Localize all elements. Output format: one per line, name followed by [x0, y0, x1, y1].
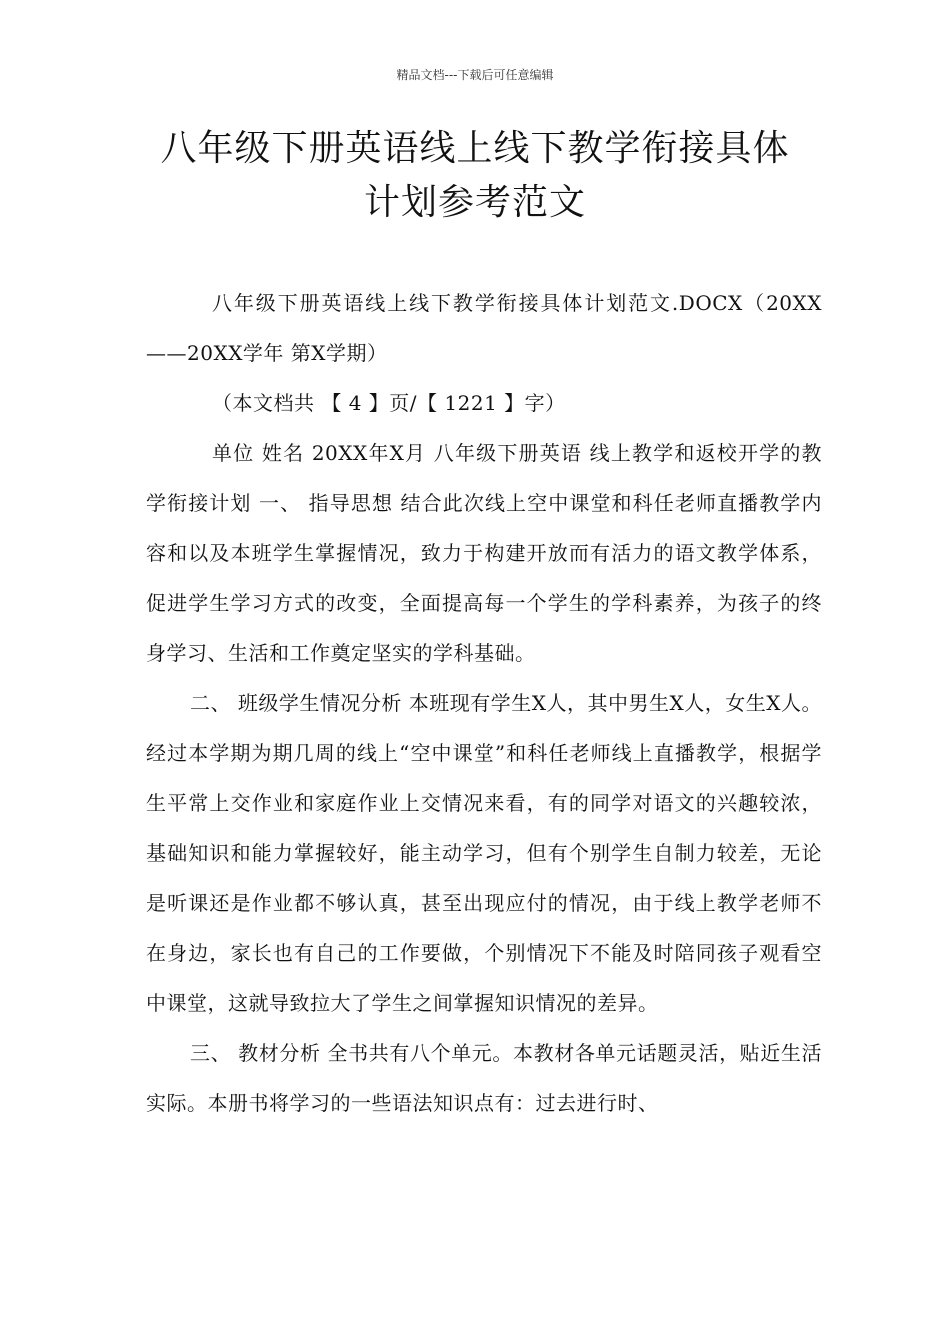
paragraph-page-count: （本文档共 【 4 】页/【 1221 】字） — [212, 391, 566, 415]
paragraph-guiding-ideology: 单位 姓名 20XX年X月 八年级下册英语 线上教学和返校开学的教学衔接计划 一、 指导思想 结合此次线上空中课堂和科任老师直播教学内容和以及本班学生掌握情况，致力于构建开放而有活力的语文教学体系，促进学生学习方式的改变，全面提高每一个学生的学科素养，为孩子的终身学习、生活和工作奠定坚实的学科基础。 — [146, 441, 822, 665]
title-line-2: 计划参考范文 — [363, 182, 586, 223]
paragraph-class-analysis: 二、 班级学生情况分析 本班现有学生X人，其中男生X人，女生X人。经过本学期为期几周的线上“空中课堂”和科任老师线上直播教学，根据学生平常上交作业和家庭作业上交情况来看，有的同学对语文的兴趣较浓，基础知识和能力掌握较好，能主动学习，但有个别学生自制力较差，无论是听课还是作业都不够认真，甚至出现应付的情况，由于线上教学老师不在身边，家长也有自己的工作要做，个别情况下不能及时陪同孩子观看空中课堂，这就导致拉大了学生之间掌握知识情况的差异。 — [146, 691, 822, 1015]
document-title — [110, 122, 840, 230]
title-line-1: 八年级下册英语线上线下教学衔接具体 — [160, 128, 790, 169]
paragraph-textbook-analysis: 三、 教材分析 全书共有八个单元。本教材各单元话题灵活，贴近生活实际。本册书将学习的一些语法知识点有：过去进行时、 — [146, 1041, 822, 1115]
document-body — [146, 278, 822, 1128]
header-note: 精品文档---下载后可任意编辑 — [396, 68, 554, 82]
paragraph-filename: 八年级下册英语线上线下教学衔接具体计划范文.DOCX（20XX——20XX学年 第X学期） — [146, 291, 822, 365]
